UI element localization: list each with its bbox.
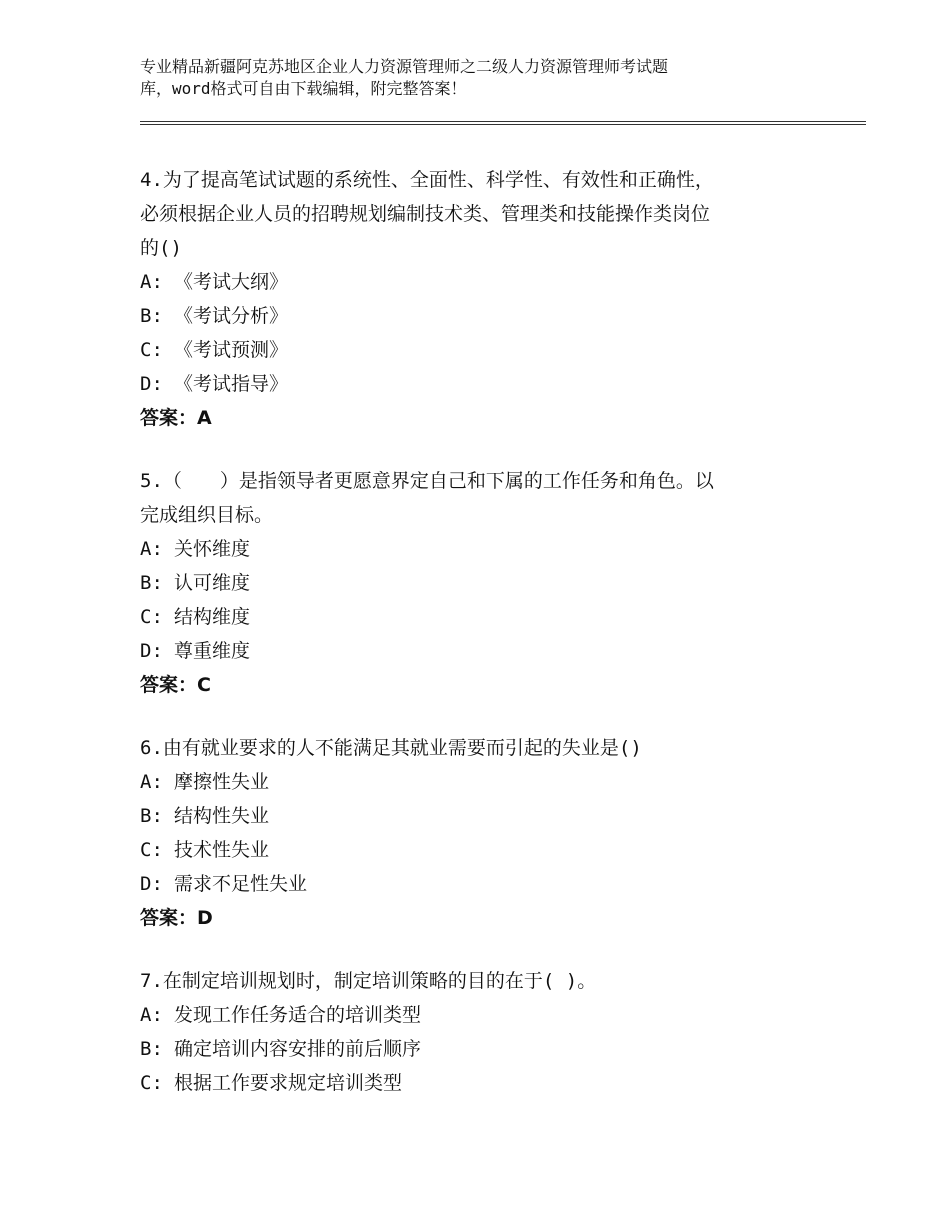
question-list [140, 163, 820, 1129]
question-block [140, 163, 820, 435]
option-letter: C: [140, 839, 163, 861]
option-text: 结构维度 [174, 606, 251, 628]
option-letter: D: [140, 873, 163, 895]
header-divider-bottom [140, 124, 866, 125]
option-letter: B: [140, 572, 163, 594]
answer-option [140, 367, 820, 401]
answer-option [140, 634, 820, 668]
option-letter: A: [140, 538, 163, 560]
answer-option [140, 998, 820, 1032]
option-text: 技术性失业 [174, 839, 270, 861]
question-stem-line: 完成组织目标。 [140, 504, 274, 526]
answer-option [140, 1032, 820, 1066]
option-text: 摩擦性失业 [174, 771, 270, 793]
answer-key: 答案：A [140, 407, 212, 429]
header-line-1: 专业精品新疆阿克苏地区企业人力资源管理师之二级人力资源管理师考试题 [140, 57, 669, 76]
question-stem-line: 4.为了提高笔试试题的系统性、全面性、科学性、有效性和正确性， [140, 169, 714, 191]
answer-option [140, 600, 820, 634]
answer-option [140, 799, 820, 833]
answer-option [140, 566, 820, 600]
question-stem-line: 5.（ ）是指领导者更愿意界定自己和下属的工作任务和角色。以 [140, 470, 714, 492]
question-stem [140, 731, 820, 765]
option-letter: B: [140, 1038, 163, 1060]
option-letter: A: [140, 771, 163, 793]
option-text: 《考试指导》 [174, 373, 289, 395]
answer-option [140, 1066, 820, 1100]
question-block [140, 731, 820, 935]
option-letter: B: [140, 805, 163, 827]
answer-key: 答案：D [140, 907, 213, 929]
question-stem-line: 的() [140, 237, 182, 259]
question-stem-line: 必须根据企业人员的招聘规划编制技术类、管理类和技能操作类岗位 [140, 203, 711, 225]
answer-option [140, 532, 820, 566]
question-stem-line: 6.由有就业要求的人不能满足其就业需要而引起的失业是() [140, 737, 642, 759]
option-text: 《考试分析》 [174, 305, 289, 327]
option-text: 《考试预测》 [174, 339, 289, 361]
option-text: 认可维度 [174, 572, 251, 594]
option-letter: D: [140, 373, 163, 395]
option-text: 《考试大纲》 [174, 271, 289, 293]
option-text: 结构性失业 [174, 805, 270, 827]
option-letter: C: [140, 339, 163, 361]
question-stem [140, 163, 820, 265]
option-text: 根据工作要求规定培训类型 [174, 1072, 403, 1094]
answer-option [140, 867, 820, 901]
question-stem [140, 964, 820, 998]
answer-option [140, 333, 820, 367]
question-stem-line: 7.在制定培训规划时，制定培训策略的目的在于( )。 [140, 970, 597, 992]
option-letter: B: [140, 305, 163, 327]
option-text: 确定培训内容安排的前后顺序 [174, 1038, 422, 1060]
answer-option [140, 299, 820, 333]
option-letter: C: [140, 1072, 163, 1094]
answer-option [140, 265, 820, 299]
document-header [140, 56, 780, 100]
option-letter: C: [140, 606, 163, 628]
header-line-2: 库，word格式可自由下载编辑，附完整答案！ [140, 79, 467, 98]
answer-key: 答案：C [140, 674, 211, 696]
answer-option [140, 833, 820, 867]
question-stem [140, 464, 820, 532]
option-letter: A: [140, 271, 163, 293]
option-letter: D: [140, 640, 163, 662]
header-divider-top [140, 121, 866, 122]
question-block [140, 464, 820, 702]
option-letter: A: [140, 1004, 163, 1026]
question-block [140, 964, 820, 1100]
option-text: 关怀维度 [174, 538, 251, 560]
option-text: 发现工作任务适合的培训类型 [174, 1004, 422, 1026]
answer-option [140, 765, 820, 799]
option-text: 需求不足性失业 [174, 873, 308, 895]
option-text: 尊重维度 [174, 640, 251, 662]
